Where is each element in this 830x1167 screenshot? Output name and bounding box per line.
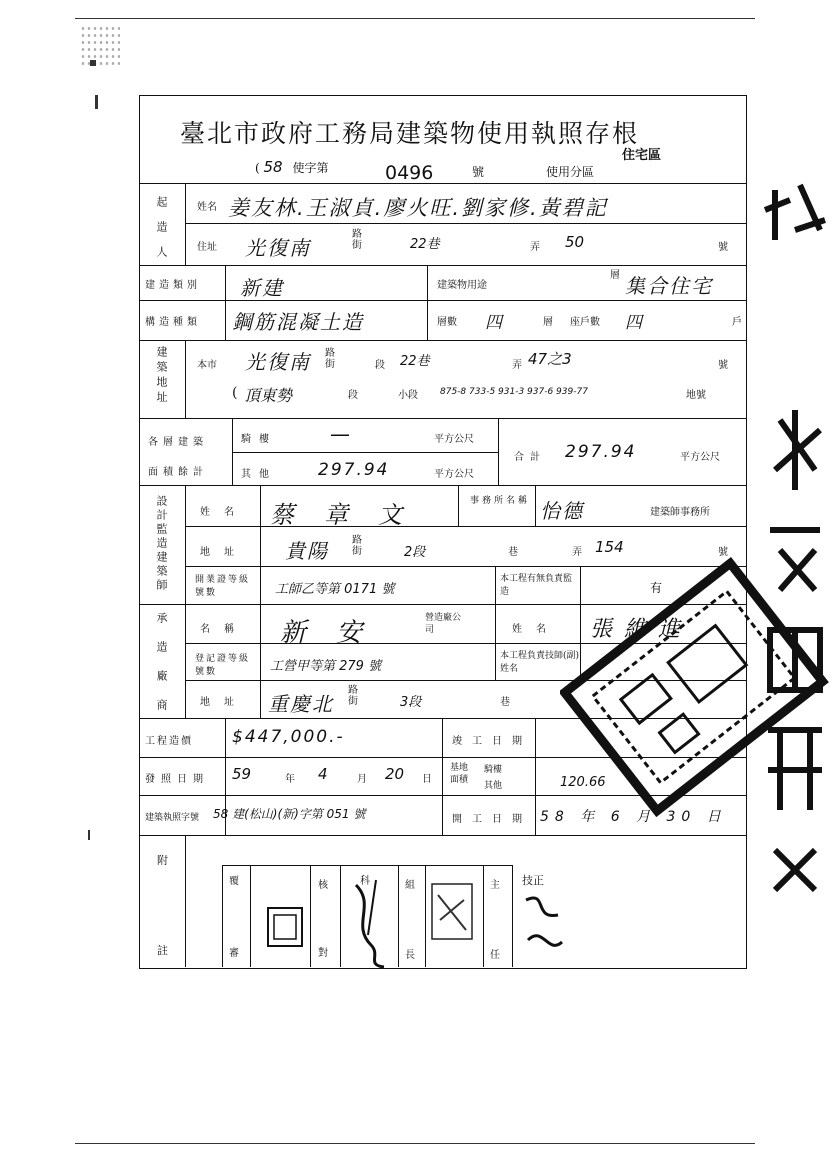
- contractor-addr-label: 地址: [200, 697, 248, 708]
- stamp-label-zhang: 長: [405, 950, 415, 961]
- stamp-label-fu: 覆: [229, 876, 239, 887]
- location-road-unit: 路街: [325, 348, 335, 370]
- location-small-duan: 小段: [398, 390, 418, 401]
- architect-section-label: 設計監造建築師: [155, 495, 168, 593]
- area-unit-2: 平方公尺: [434, 469, 474, 480]
- location-lane: 22巷: [400, 354, 430, 369]
- rule: [139, 418, 746, 419]
- location-district: 頂東勢: [244, 386, 293, 405]
- applicant-hao: 號: [718, 242, 728, 253]
- rule: [139, 340, 746, 341]
- rule: [225, 265, 226, 340]
- rule: [139, 183, 746, 184]
- permit-ref-label: 建築執照字號: [145, 813, 200, 823]
- architect-no-label: 弄: [572, 547, 582, 558]
- architect-supervise-label: 本工程有無負責監造: [500, 574, 573, 597]
- base-other-label: 其他: [484, 781, 503, 791]
- issue-day: 20: [385, 765, 405, 783]
- zone-value: 住宅區: [622, 148, 662, 163]
- stamp-label-zhu: 主: [490, 880, 500, 891]
- architect-office-label: 事務所名稱: [470, 496, 531, 506]
- permit-hao: 號: [472, 165, 485, 179]
- issue-year-unit: 年: [285, 774, 295, 785]
- households-value: 四: [625, 313, 644, 333]
- header-line: ( 58 使字第: [255, 158, 329, 176]
- margin-mark: [88, 830, 90, 840]
- use-label: 建築物用途: [437, 280, 487, 291]
- scan-speckle: [80, 25, 120, 65]
- issue-year: 59: [232, 765, 252, 783]
- area-total-value: 297.94: [565, 442, 637, 462]
- rule: [250, 865, 251, 967]
- page-title: 臺北市政府工務局建築物使用執照存根: [180, 119, 640, 148]
- rule: [232, 452, 498, 453]
- architect-addr-label: 地址: [200, 547, 248, 558]
- rule: [185, 183, 186, 265]
- area-arcade-label: 騎樓: [241, 434, 277, 445]
- build-type-value: 新建: [240, 276, 284, 300]
- area-section-label: 各層建築面積餘計: [148, 437, 208, 478]
- margin-mark: [95, 95, 98, 109]
- architect-no: 154: [595, 538, 624, 556]
- cost-value: $447,000.-: [232, 727, 345, 747]
- area-unit-3: 平方公尺: [680, 452, 720, 463]
- rule: [139, 265, 746, 266]
- architect-office-suffix: 建築師事務所: [650, 507, 710, 518]
- stamp-label-he: 核: [318, 880, 328, 891]
- contractor-section-label: 承造廠商: [155, 612, 168, 728]
- completion-label: 竣工日期: [452, 736, 532, 747]
- scan-edge-line: [75, 1143, 755, 1144]
- applicant-name-label: 姓名: [197, 202, 217, 213]
- contractor-reg-label: 登記證等級號數: [195, 654, 251, 677]
- stamp-label-xie: 審: [229, 948, 239, 959]
- area-total-label: 合計: [514, 452, 546, 463]
- contractor-lane: 巷: [500, 697, 510, 708]
- rule: [535, 718, 536, 835]
- location-no-label: 弄: [512, 360, 522, 371]
- contractor-road-unit: 路街: [348, 685, 358, 707]
- architect-lane: 巷: [508, 547, 518, 558]
- signature-mark: [518, 880, 568, 970]
- rule: [340, 865, 341, 967]
- margin-text-fragment: [760, 170, 830, 910]
- seal-stamp: [428, 880, 478, 950]
- location-lot-label: 地號: [686, 390, 706, 401]
- applicant-addr-label: 住址: [197, 242, 217, 253]
- start-value: 58 年 6 月 30 日: [540, 809, 727, 825]
- structure-value: 鋼筋混凝土造: [232, 310, 364, 334]
- zone-label: 使用分區: [546, 165, 595, 179]
- issue-day-unit: 日: [422, 774, 432, 785]
- architect-name-label: 姓名: [200, 507, 248, 518]
- rule: [185, 223, 746, 224]
- rule: [232, 418, 233, 485]
- rule: [495, 566, 496, 681]
- stamp-label-zu: 組: [405, 880, 415, 891]
- rule: [498, 418, 499, 485]
- rule: [458, 485, 459, 526]
- architect-license-label: 開業證等級號數: [195, 575, 251, 598]
- rule: [185, 485, 186, 718]
- area-arcade-value: —: [330, 422, 352, 446]
- rule: [427, 265, 428, 340]
- architect-name-value: 蔡章文: [270, 501, 432, 529]
- floors-unit: 層: [543, 317, 553, 328]
- location-hao: 號: [718, 360, 728, 371]
- rule: [512, 865, 513, 967]
- applicant-lane-no: 50: [565, 233, 585, 251]
- structure-label: 構造種類: [145, 317, 201, 328]
- contractor-addr-road: 重慶北: [268, 692, 334, 716]
- permit-number: 0496: [385, 162, 434, 184]
- seal-stamp: [265, 905, 305, 949]
- households-label: 座戶數: [570, 317, 600, 328]
- applicant-lane-no-label: 弄: [530, 242, 540, 253]
- cost-label: 工程造價: [145, 736, 193, 747]
- contractor-tech-label: 本工程負責技師(副)姓名: [500, 651, 580, 674]
- signature-mark: [346, 875, 396, 970]
- architect-addr-road: 貴陽: [285, 539, 329, 563]
- contractor-name-value: 新安: [280, 618, 393, 648]
- stamp-label-dui: 對: [318, 948, 328, 959]
- stamp-label-jizheng: 技正: [522, 874, 544, 887]
- applicant-road-unit: 路街: [352, 229, 362, 251]
- stamp-label-ke: 科: [360, 876, 370, 887]
- base-other-value: 120.66: [560, 775, 606, 790]
- rule: [398, 865, 399, 967]
- contractor-rep-value: 張維進: [590, 617, 693, 642]
- rule: [483, 865, 484, 967]
- rule: [535, 485, 536, 526]
- permit-prefix: 使字第: [292, 161, 329, 175]
- applicant-addr-road: 光復南: [245, 236, 311, 260]
- issue-month: 4: [318, 765, 328, 783]
- location-no: 47之3: [528, 350, 572, 368]
- base-arcade-label: 騎樓: [484, 765, 503, 775]
- location-road: 光復南: [245, 350, 311, 374]
- contractor-duan: 3段: [400, 695, 422, 710]
- margin-mark: [90, 60, 96, 66]
- contractor-company-suffix: 營造廠公司: [425, 613, 462, 635]
- architect-office-value: 怡德: [540, 499, 584, 523]
- floors-label: 層數: [437, 317, 457, 328]
- scan-edge-line: [75, 18, 755, 19]
- issue-label: 發照日期: [145, 774, 209, 785]
- architect-duan: 2段: [404, 545, 426, 560]
- rule: [442, 718, 443, 835]
- architect-road-unit: 路街: [352, 535, 362, 557]
- issue-month-unit: 月: [357, 774, 367, 785]
- floor-unit: 層: [610, 270, 620, 281]
- floors-value: 四: [485, 313, 504, 333]
- applicant-section-label: 起造人: [155, 196, 168, 271]
- households-unit: 戶: [732, 317, 742, 328]
- location-duan: 段: [375, 360, 385, 371]
- remarks-label-bottom: 註: [157, 944, 168, 957]
- base-area-label: 基地面積: [450, 763, 469, 785]
- contractor-rep-label: 姓名: [512, 624, 560, 635]
- location-lots: 875-8 733-5 931-3 937-6 939-77: [440, 387, 588, 397]
- location-paren: (: [232, 385, 238, 401]
- contractor-name-label: 名稱: [200, 624, 248, 635]
- rule: [425, 865, 426, 967]
- applicant-name-value: 姜友林.王淑貞.廖火旺.劉家修.黃碧記: [228, 196, 608, 220]
- remarks-label-top: 附: [157, 854, 168, 867]
- rule: [260, 485, 261, 718]
- location-prefix: 本市: [197, 360, 217, 371]
- rule: [139, 485, 746, 486]
- location-section-label: 建築地址: [155, 346, 168, 406]
- location-duan2: 段: [348, 390, 358, 401]
- rule: [139, 300, 746, 301]
- build-type-label: 建造類別: [145, 280, 201, 291]
- rule: [310, 865, 311, 967]
- area-other-value: 297.94: [318, 460, 390, 480]
- architect-license-value: 工師乙等第 0171 號: [275, 582, 395, 597]
- permit-year: 58: [263, 158, 283, 176]
- rule: [185, 340, 186, 418]
- start-label: 開工日期: [452, 814, 532, 825]
- architect-hao: 號: [718, 547, 728, 558]
- use-value: 集合住宅: [625, 274, 713, 298]
- area-unit-1: 平方公尺: [434, 434, 474, 445]
- permit-ref-value: 58 建(松山)(新)字第 051 號: [213, 807, 366, 821]
- architect-supervise-value: 有: [650, 581, 663, 595]
- stamp-label-ren: 任: [490, 950, 500, 961]
- area-other-label: 其他: [241, 469, 277, 480]
- rule: [185, 835, 186, 967]
- applicant-addr-lane: 22巷: [410, 237, 440, 252]
- contractor-reg-value: 工營甲等第 279 號: [270, 659, 382, 674]
